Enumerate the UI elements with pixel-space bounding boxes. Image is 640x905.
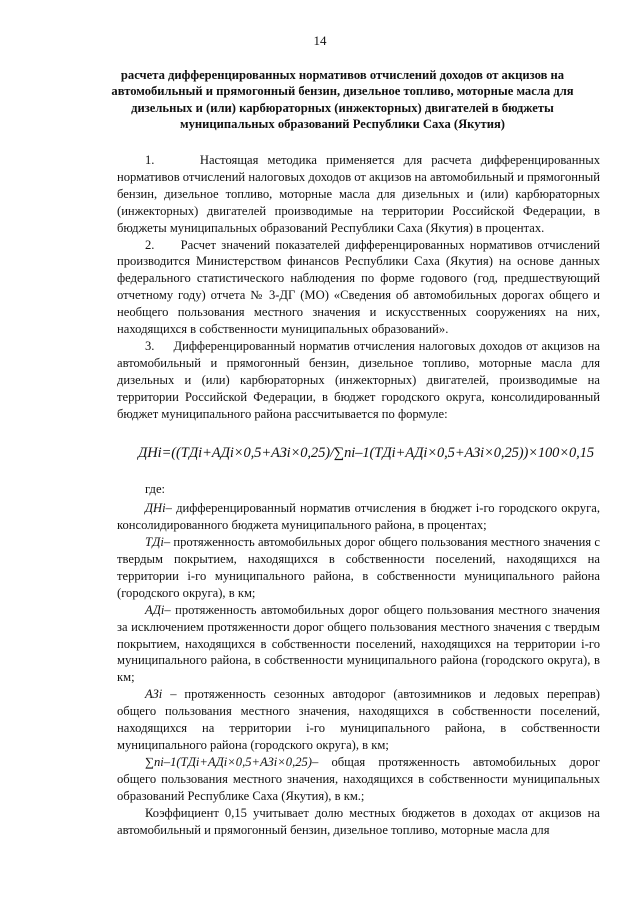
- where-label: где:: [145, 482, 166, 497]
- definition-az-text: – протяженность сезонных автодорог (автозимников и ледовых переправ) общего пользования местного значения, находящихся в собственности поселений, находящихся на территории i-го муниципального района, в собственности муниципального района (городского округа), в км;: [117, 687, 600, 752]
- paragraph-1: 1. Настоящая методика применяется для расчета дифференцированных нормативов отчислений налоговых доходов от акцизов на автомобильный и прямогонный бензин, дизельное топливо, моторные масла для дизельных и (или) карбюраторных (инжекторных) двигателей производимые на территории Российской Федерации, в бюджеты муниципальных образований Республики Саха (Якутия) в процентах.: [117, 153, 600, 235]
- definition-ad: [117, 602, 600, 687]
- term-dn: ДНi: [145, 501, 166, 516]
- definition-ad-text: – протяженность автомобильных дорог общего пользования местного значения за исключением протяженности дорог общего пользования местного значения с твердым покрытием, находящихся в собственности поселений, находящихся на территории i-го муниципального района, в собственности муниципального района (городского округа), в км;: [117, 602, 600, 685]
- definition-dn: [117, 500, 600, 534]
- document-title: расчета дифференцированных нормативов отчислений доходов от акцизов на автомобильный и прямогонный бензин, дизельное топливо, моторные масла для дизельных и (или) карбюраторных (инжекторных) двигателей в бюджеты муниципальных образований Республики Саха (Якутия): [111, 68, 574, 132]
- term-td: ТДi: [145, 535, 164, 550]
- paragraph-coefficient: Коэффициент 0,15 учитывает долю местных бюджетов в доходах от акцизов на автомобильный и прямогонный бензин, дизельное топливо, моторные масла для: [117, 805, 600, 837]
- definition-td: [117, 534, 600, 602]
- term-sum: ∑ni–1(ТДi+АДi×0,5+АЗi×0,25): [145, 754, 313, 769]
- paragraph-3: 3. Дифференцированный норматив отчисления налоговых доходов от акцизов на автомобильный и прямогонный бензин, дизельное топливо, моторные масла для дизельных и (или) карбюраторных (инжекторных) двигателей, производимые на территории Российской Федерации, в бюджет городского округа, консолидированный бюджет муниципального района рассчитывается по формуле:: [117, 338, 600, 421]
- definition-az: [117, 686, 600, 754]
- document-body: [117, 152, 600, 838]
- formula: ДНi=((ТДi+АДi×0,5+АЗi×0,25)/∑ni–1(ТДi+АДi×0,5+АЗi×0,25))×100×0,15: [138, 444, 594, 461]
- term-az: АЗi: [145, 687, 163, 702]
- term-ad: АДi: [145, 602, 165, 617]
- definition-td-text: – протяженность автомобильных дорог общего пользования местного значения с твердым покрытием, находящихся в собственности поселений, находящихся на территории i-го муниципального района, в собственности муниципального района (городского округа), в км;: [117, 535, 600, 600]
- definition-dn-text: – дифференцированный норматив отчисления в бюджет i-го городского округа, консолидированного бюджета муниципального района, в процентах;: [117, 501, 600, 533]
- definition-sum: [117, 754, 600, 805]
- definition-sum-text: – общая протяженность автомобильных дорог общего пользования местного значения, находящихся в собственности муниципальных образований Республике Саха (Якутия), в км.;: [117, 754, 600, 803]
- page-number: 14: [313, 33, 327, 48]
- paragraph-2: 2. Расчет значений показателей дифференцированных нормативов отчислений производится Министерством финансов Республики Саха (Якутия) на основе данных федерального статистического наблюдения по форме годового (год, предшествующий отчетному году) отчета № 3-ДГ (МО) «Сведения об автомобильных дорогах общего и необщего пользования местного значения и искусственных сооружениях на них, находящихся в собственности муниципальных образований».: [117, 237, 600, 337]
